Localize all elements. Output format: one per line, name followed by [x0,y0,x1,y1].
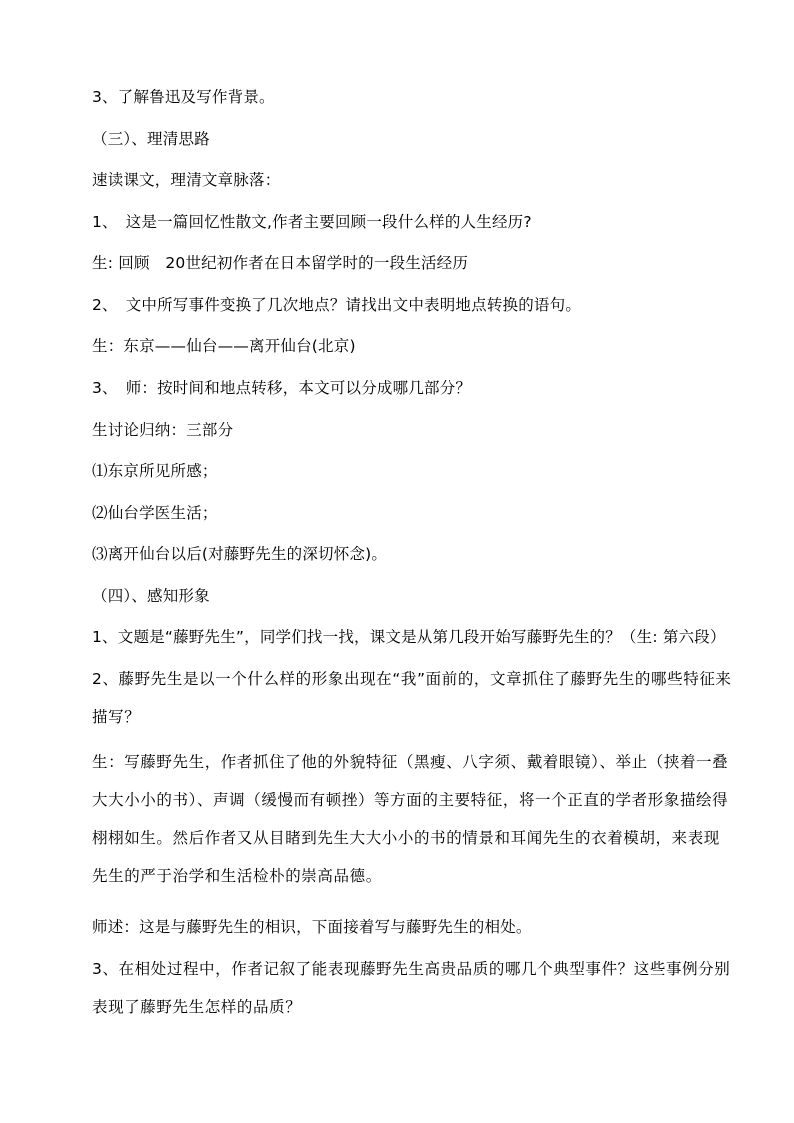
perception-answer: 生：写藤野先生，作者抓住了他的外貌特征（黑瘦、八字须、戴着眼镜）、举止（挟着一叠大大小小的书）、声调（缓慢而有顿挫）等方面的主要特征，将一个正直的学者形象描绘得栩栩如生。然后作者又从目睹到先生大大小小的书的情景和耳闻先生的衣着模胡，来表现先生的严于治学和生活检朴的崇高品德。 [92,753,729,885]
part-1: ⑴东京所见所感； [92,462,218,480]
part-3: ⑶离开仙台以后(对藤野先生的深切怀念)。 [92,545,388,563]
perception-question-3: 3、在相处过程中，作者记叙了能表现藤野先生高贵品质的哪几个典型事件？这些事例分别表现了藤野先生怎样的品质？ [92,960,731,1016]
section-heading-3: （三）、理清思路 [92,130,210,148]
section-heading-4: （四）、感知形象 [92,587,210,605]
question-1: 1、 这是一篇回忆性散文,作者主要回顾一段什么样的人生经历? [92,213,532,231]
part-2: ⑵仙台学医生活； [92,504,218,522]
reading-instruction: 速读课文，理清文章脉落： [92,171,281,189]
perception-question-1: 1、文题是“藤野先生”，同学们找一找，课文是从第几段开始写藤野先生的？（生: 第六段） [92,628,726,646]
question-2: 2、 文中所写事件变换了几次地点？请找出文中表明地点转换的语句。 [92,296,582,314]
answer-1: 生: 回顾 20世纪初作者在日本留学时的一段生活经历 [92,254,469,272]
teacher-remark: 师述：这是与藤野先生的相识，下面接着写与藤野先生的相处。 [92,918,532,936]
point-3-background: 3、了解鲁迅及写作背景。 [92,88,275,106]
answer-3-summary: 生讨论归纳：三部分 [92,421,234,439]
perception-question-2: 2、藤野先生是以一个什么样的形象出现在“我”面前的，文章抓住了藤野先生的哪些特征来描写？ [92,670,732,726]
answer-2: 生：东京——仙台——离开仙台(北京) [92,337,356,355]
question-3: 3、 师：按时间和地点转移，本文可以分成哪几部分？ [92,379,472,397]
